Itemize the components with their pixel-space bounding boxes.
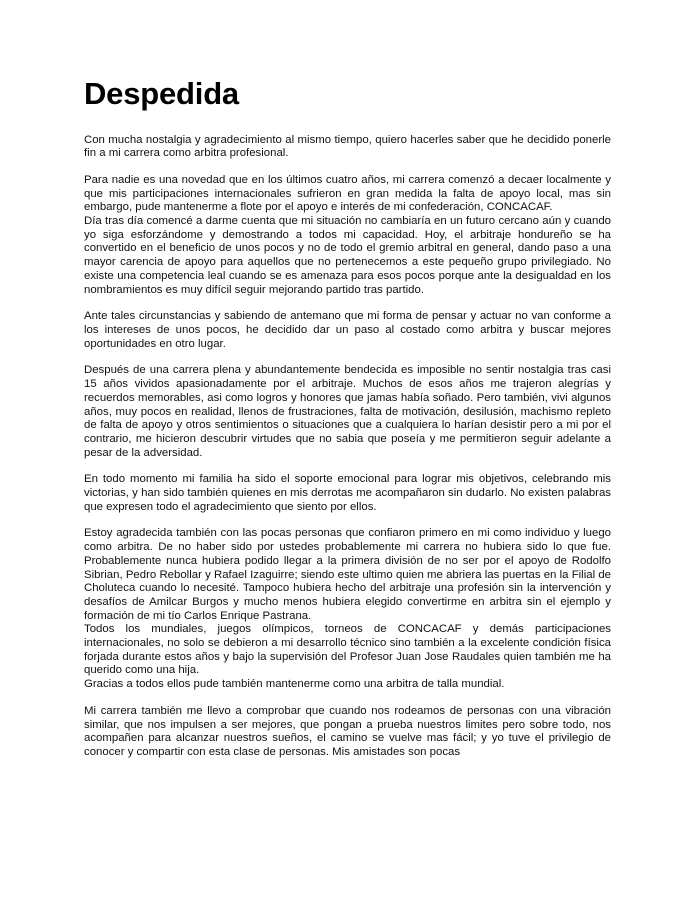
paragraph-2-segment-2: Día tras día comencé a darme cuenta que mi situación no cambiaría en un futuro cercano aún y cuando yo siga esforzándome y demostrando a todos mi capacidad. Hoy, el arbitraje hondureño se ha convertido en el beneficio de unos pocos y no de todo el gremio arbitral en general, dando paso a una mayor carencia de apoyo para aquellos que no pertenecemos a este pequeño grupo privilegiado. No existe una competencia leal cuando se es amenaza para esos pocos porque ante la desigualdad en los nombramientos es muy difícil seguir mejorando partido tras partido. [84,215,611,296]
paragraph-6-segment-1: Estoy agradecida también con las pocas personas que confiaron primero en mi como individuo y luego como arbitra. De no haber sido por ustedes probablemente mi carrera no hubiera sido lo que fue. Probablemente nunca hubiera podido llegar a la primera división de no ser por el apoyo de Rodolfo Sibrian, Pedro Rebollar y Rafael Izaguirre; siendo este ultimo quien me abriera las puertas en la Filial de Choluteca cuando lo necesité. Tampoco hubiera hecho del arbitraje una profesión sin la intervención y desafíos de Amilcar Burgos y mucho menos hubiera elegido convertirme en arbitra sin el ejemplo y formación de mi tío Carlos Enrique Pastrana. [84,527,611,622]
paragraph-7: Mi carrera también me llevo a comprobar que cuando nos rodeamos de personas con una vibración similar, que nos impulsen a ser mejores, que pongan a prueba nuestros limites pero sobre todo, nos acompañen para alcanzar nuestros sueños, el camino se vuelve mas fácil; y yo tuve el privilegio de conocer y compartir con esta clase de personas. Mis amistades son pocas [84,704,611,758]
paragraph-2 [84,174,611,297]
paragraph-5: En todo momento mi familia ha sido el soporte emocional para lograr mis objetivos, celebrando mis victorias, y han sido también quienes en mis derrotas me acompañaron sin dudarlo. No existen palabras que expresen todo el agradecimiento que siento por ellos. [84,473,611,513]
paragraph-1: Con mucha nostalgia y agradecimiento al mismo tiempo, quiero hacerles saber que he decidido ponerle fin a mi carrera como arbitra profesional. [84,133,611,160]
paragraph-6-segment-3: Gracias a todos ellos pude también mantenerme como una arbitra de talla mundial. [84,678,505,691]
page-title: Despedida [84,76,239,111]
paragraph-3: Ante tales circunstancias y sabiendo de antemano que mi forma de pensar y actuar no van conforme a los intereses de unos pocos, he decidido dar un paso al costado como arbitra y buscar mejores oportunidades en otro lugar. [84,310,611,350]
paragraph-6-segment-2: Todos los mundiales, juegos olímpicos, torneos de CONCACAF y demás participaciones internacionales, no solo se debieron a mi desarrollo técnico sino también a la excelente condición física forjada durante estos años y bajo la supervisión del Profesor Juan Jose Raudales quien también me ha querido como una hija. [84,623,611,677]
document-body [84,78,611,760]
paragraph-2-segment-1: Para nadie es una novedad que en los últimos cuatro años, mi carrera comenzó a decaer localmente y que mis participaciones internacionales sufrieron en gran medida la falta de apoyo local, mas sin embargo, pude mantenerme a flote por el apoyo e interés de mi confederación, CONCACAF. [84,173,611,214]
paragraph-4: Después de una carrera plena y abundantemente bendecida es imposible no sentir nostalgia tras casi 15 años vividos apasionadamente por el arbitraje. Muchos de esos años me trajeron alegrías y recuerdos memorables, asi como logros y honores que jamas había soñado. Pero también, vivi algunos años, muy pocos en realidad, llenos de frustraciones, falta de motivación, desilusión, machismo repleto de falta de apoyo y otros sentimientos o situaciones que a cualquiera lo harían desistir pero a mi por el contrario, me hicieron descubrir virtudes que no sabia que poseía y me permitieron seguir adelante a pesar de la adversidad. [84,364,611,459]
paragraph-6 [84,527,611,691]
